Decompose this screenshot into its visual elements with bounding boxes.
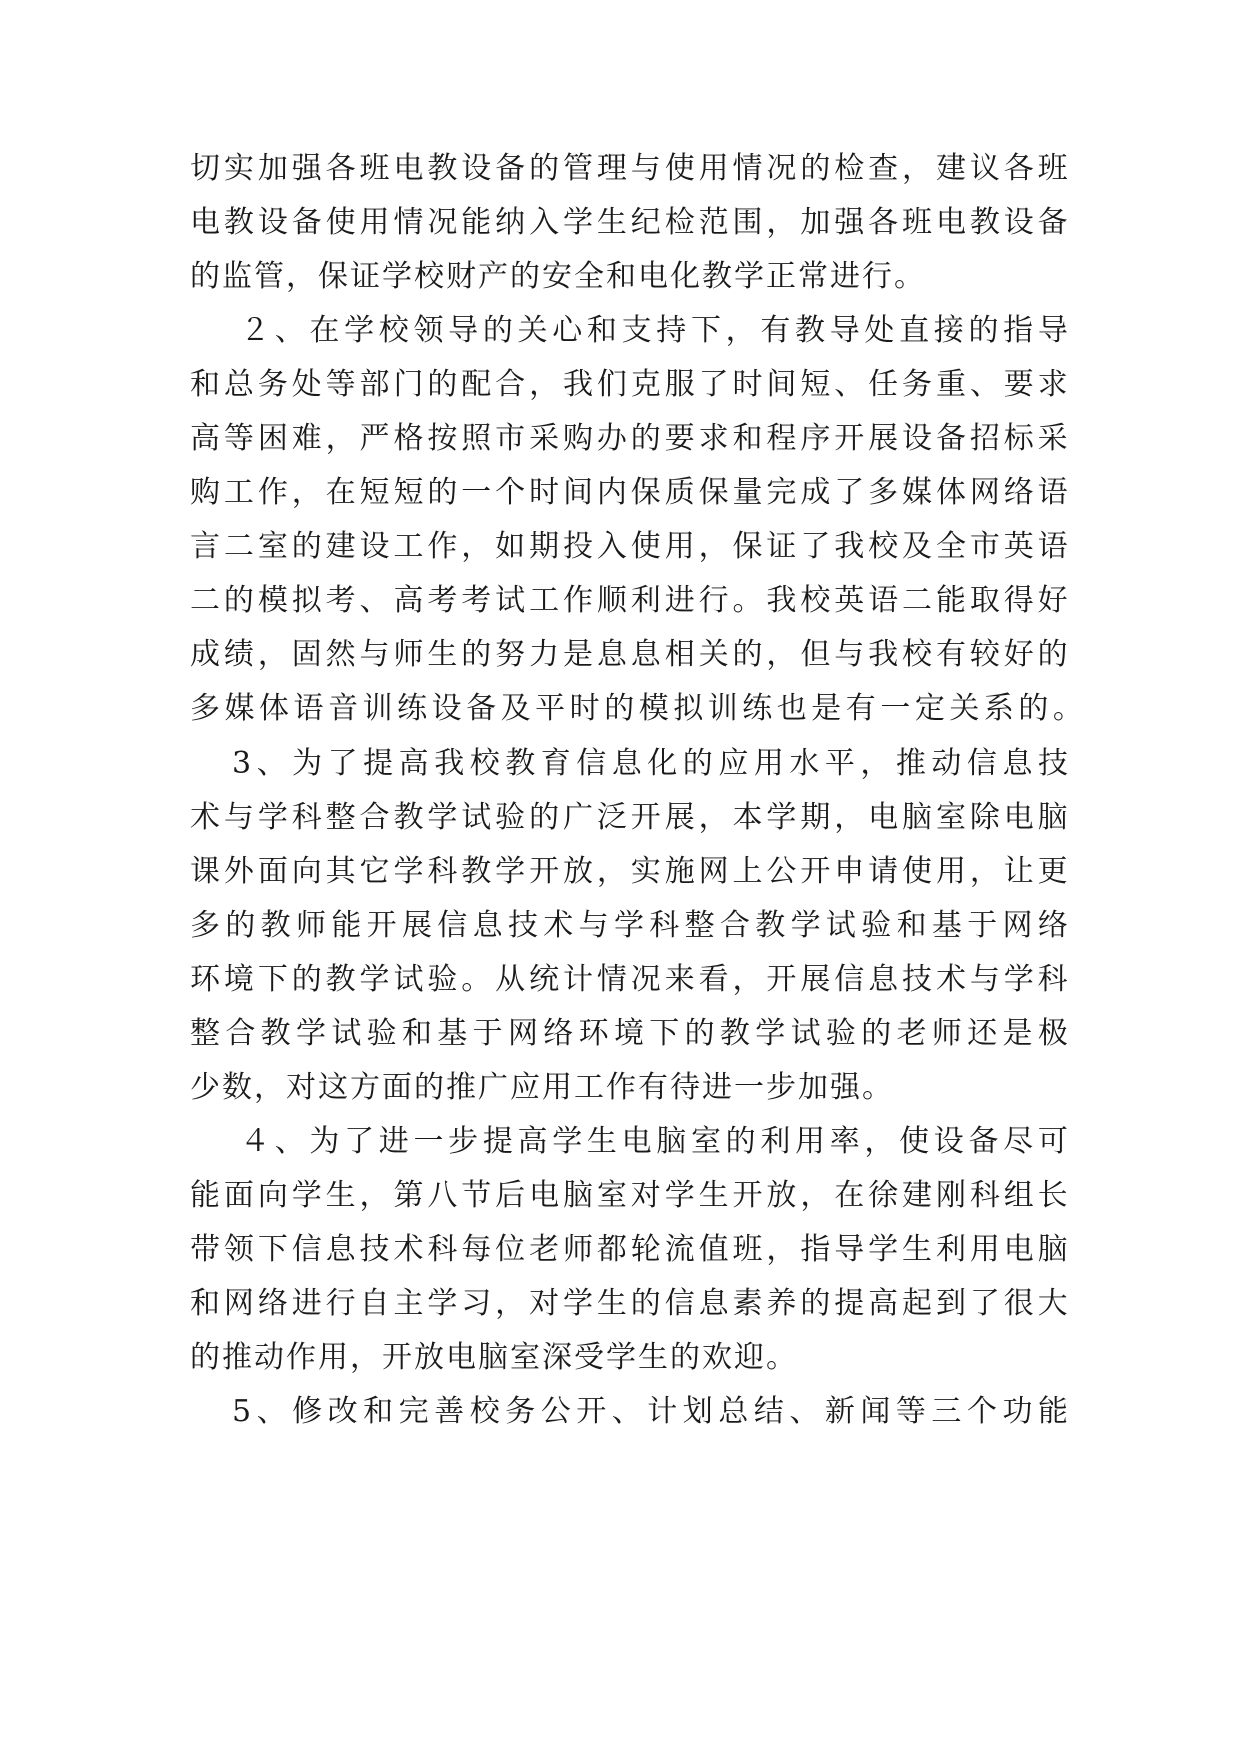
- text-line: 的监管，保证学校财产的安全和电化教学正常进行。: [190, 259, 926, 294]
- text-line: 5 、 修 改 和 完 善 校 务 公 开 、 计 划 总 结 、 新 闻 等 三 个 功 能: [232, 1394, 1070, 1429]
- text-line: 术 与 学 科 整 合 教 学 试 验 的 广 泛 开 展 ， 本 学 期 ， 电 脑 室 除 电 脑: [190, 800, 1070, 835]
- text-line: 少数，对这方面的推广应用工作有待进一步加强。: [190, 1070, 894, 1105]
- text-line: 成 绩 ， 固 然 与 师 生 的 努 力 是 息 息 相 关 的 ， 但 与 我 校 有 较 好 的: [190, 637, 1070, 672]
- text-line: 高 等 困 难 ， 严 格 按 照 市 采 购 办 的 要 求 和 程 序 开 展 设 备 招 标 采: [190, 421, 1070, 456]
- text-line: 带 领 下 信 息 技 术 科 每 位 老 师 都 轮 流 值 班 ， 指 导 学 生 利 用 电 脑: [190, 1232, 1070, 1267]
- text-line: 和 网 络 进 行 自 主 学 习 ， 对 学 生 的 信 息 素 养 的 提 高 起 到 了 很 大: [190, 1286, 1070, 1321]
- text-line: 的推动作用，开放电脑室深受学生的欢迎。: [190, 1340, 798, 1375]
- text-line: 能 面 向 学 生 ， 第 八 节 后 电 脑 室 对 学 生 开 放 ， 在 徐 建 刚 科 组 长: [190, 1178, 1070, 1213]
- text-line: 整 合 教 学 试 验 和 基 于 网 络 环 境 下 的 教 学 试 验 的 老 师 还 是 极: [190, 1016, 1070, 1051]
- text-line: 环 境 下 的 教 学 试 验 。 从 统 计 情 况 来 看 ， 开 展 信 息 技 术 与 学 科: [190, 962, 1070, 997]
- text-line: 二 的 模 拟 考 、 高 考 考 试 工 作 顺 利 进 行 。 我 校 英 语 二 能 取 得 好: [190, 583, 1070, 618]
- text-line: 电 教 设 备 使 用 情 况 能 纳 入 学 生 纪 检 范 围 ， 加 强 各 班 电 教 设 备: [190, 205, 1070, 240]
- text-line: ２ 、 在 学 校 领 导 的 关 心 和 支 持 下 ， 有 教 导 处 直 接 的 指 导: [240, 313, 1070, 348]
- text-line: 课 外 面 向 其 它 学 科 教 学 开 放 ， 实 施 网 上 公 开 申 请 使 用 ， 让 更: [190, 854, 1070, 889]
- text-line: 多 媒 体 语 音 训 练 设 备 及 平 时 的 模 拟 训 练 也 是 有 一 定 关 系 的 。: [190, 691, 1085, 726]
- text-line: 言 二 室 的 建 设 工 作 ， 如 期 投 入 使 用 ， 保 证 了 我 校 及 全 市 英 语: [190, 529, 1070, 564]
- text-line: 多 的 教 师 能 开 展 信 息 技 术 与 学 科 整 合 教 学 试 验 和 基 于 网 络: [190, 908, 1070, 943]
- text-line: 切 实 加 强 各 班 电 教 设 备 的 管 理 与 使 用 情 况 的 检 查 ， 建 议 各 班: [190, 151, 1070, 186]
- text-line: 3 、 为 了 提 高 我 校 教 育 信 息 化 的 应 用 水 平 ， 推 动 信 息 技: [232, 746, 1070, 781]
- text-line: 和 总 务 处 等 部 门 的 配 合 ， 我 们 克 服 了 时 间 短 、 任 务 重 、 要 求: [190, 367, 1070, 402]
- text-line: 购 工 作 ， 在 短 短 的 一 个 时 间 内 保 质 保 量 完 成 了 多 媒 体 网 络 语: [190, 475, 1070, 510]
- text-line: ４ 、 为 了 进 一 步 提 高 学 生 电 脑 室 的 利 用 率 ， 使 设 备 尽 可: [240, 1124, 1070, 1159]
